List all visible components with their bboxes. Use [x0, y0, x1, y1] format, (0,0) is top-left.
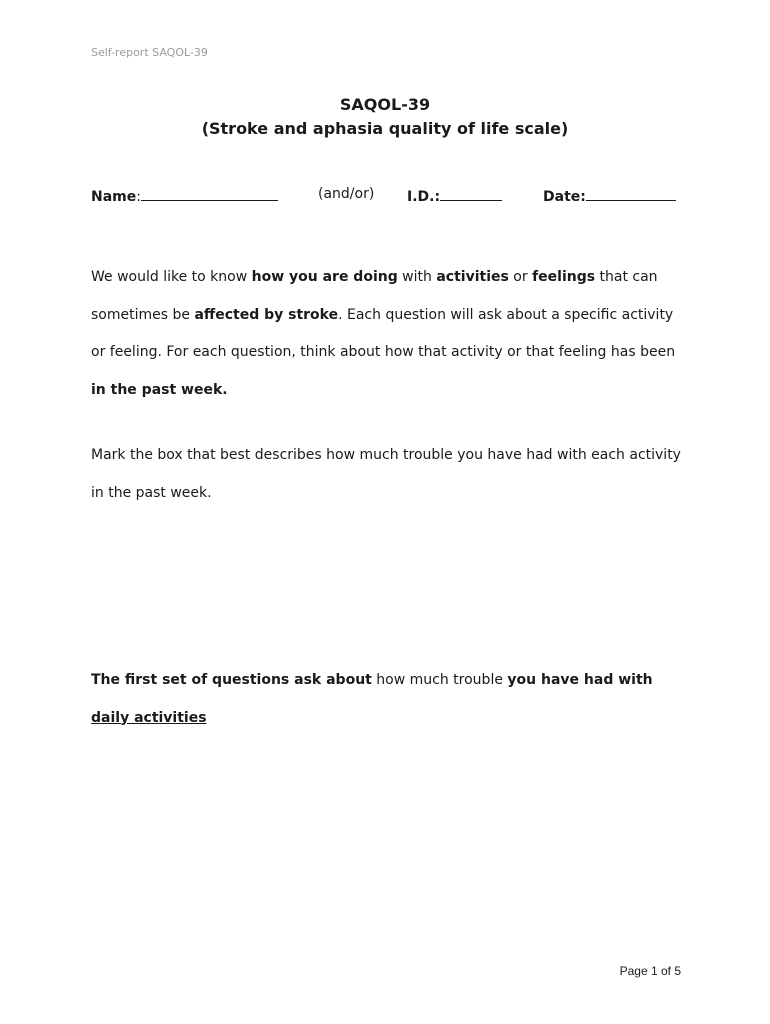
id-blank-line[interactable] [440, 186, 502, 201]
intro-bold-2: activities [436, 269, 509, 285]
date-label: Date: [543, 189, 586, 205]
first-set-paragraph [91, 662, 691, 737]
intro-bold-1: how you are doing [251, 269, 398, 285]
id-label: I.D.: [407, 189, 441, 205]
id-field[interactable] [407, 186, 502, 205]
intro-bold-5: in the past week. [91, 381, 228, 398]
first-set-underlined: daily activities [91, 709, 207, 726]
page-number: Page 1 of 5 [619, 964, 681, 978]
intro-text-3: or [508, 269, 533, 285]
document-title [0, 93, 770, 141]
date-field[interactable] [543, 186, 676, 205]
name-field[interactable] [91, 186, 278, 205]
andor-text: (and/or) [318, 186, 375, 202]
title-line-1: SAQOL-39 [339, 95, 431, 114]
intro-text-5: . Each question will ask about a specific activity or feeling. For each question, think about how that activity or that feeling has been [91, 306, 676, 360]
name-label: Name [91, 189, 137, 205]
first-set-bold-2: you have had with [507, 672, 653, 688]
first-set-bold-1: The first set of questions ask about [91, 672, 372, 688]
identification-fields [91, 186, 691, 206]
title-line-2: (Stroke and aphasia quality of life scale) [201, 119, 569, 138]
instruction-paragraph: Mark the box that best describes how much trouble you have had with each activity in the past week. [91, 447, 681, 501]
intro-paragraph [91, 259, 691, 409]
intro-text-2: with [397, 269, 437, 285]
first-set-text-1: how much trouble [371, 672, 508, 688]
intro-text-4: that can sometimes be [91, 269, 658, 323]
intro-text-1: We would like to know [91, 269, 252, 285]
intro-bold-3: feelings [532, 269, 596, 285]
name-colon: : [136, 189, 141, 205]
header-note: Self-report SAQOL-39 [91, 46, 208, 59]
name-blank-line[interactable] [141, 186, 278, 201]
intro-bold-4: affected by stroke [194, 306, 339, 323]
date-blank-line[interactable] [586, 186, 676, 201]
